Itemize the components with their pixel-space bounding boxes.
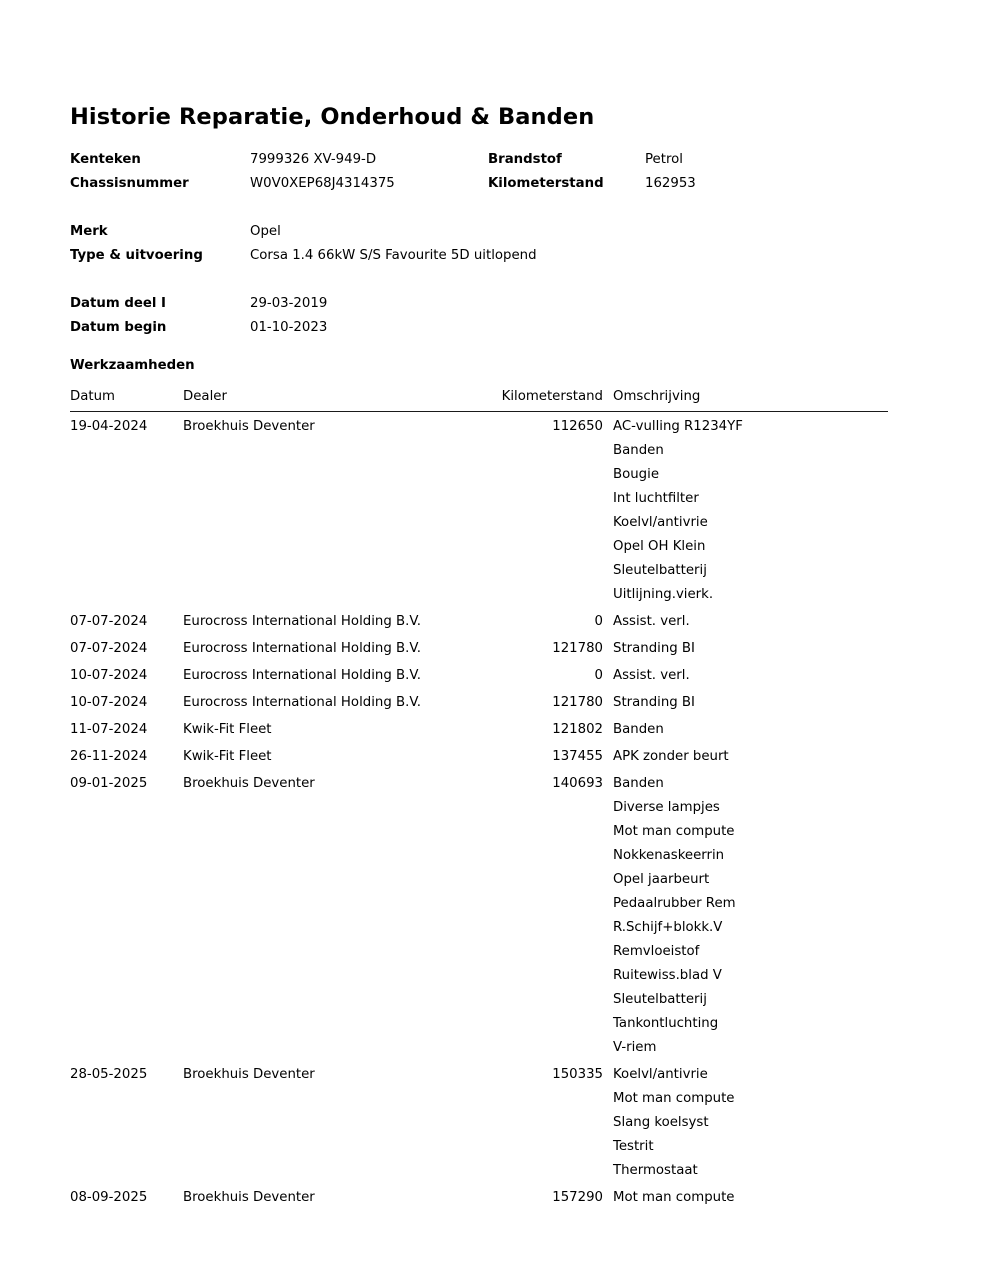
- cell-kilometerstand: 137455: [552, 749, 603, 764]
- omschrijving-line: Int luchtfilter: [613, 491, 699, 506]
- cell-kilometerstand: 121780: [552, 695, 603, 710]
- table-row: [70, 607, 888, 634]
- omschrijving-line: Opel OH Klein: [613, 539, 706, 554]
- page-title: Historie Reparatie, Onderhoud & Banden: [70, 104, 595, 131]
- kilometerstand-value: 162953: [645, 176, 696, 191]
- column-header-datum: Datum: [70, 387, 183, 412]
- meta-row-merk: [70, 220, 920, 244]
- meta-row-datum-deel-1: [70, 292, 920, 316]
- cell-omschrijving: [613, 661, 888, 688]
- datum-deel-1-label: Datum deel I: [70, 296, 167, 311]
- omschrijving-line: Thermostaat: [613, 1163, 698, 1178]
- omschrijving-line: Assist. verl.: [613, 614, 690, 629]
- meta-row-type: [70, 244, 920, 268]
- meta-row-datum-begin: [70, 316, 920, 340]
- omschrijving-line: V-riem: [613, 1040, 657, 1055]
- datum-deel-1-value: 29-03-2019: [250, 296, 328, 311]
- cell-datum: 10-07-2024: [70, 668, 148, 683]
- omschrijving-line: Slang koelsyst: [613, 1115, 709, 1130]
- brandstof-label: Brandstof: [488, 152, 562, 167]
- cell-datum: 09-01-2025: [70, 776, 148, 791]
- omschrijving-line: Stranding BI: [613, 641, 695, 656]
- omschrijving-line: Pedaalrubber Rem: [613, 896, 736, 911]
- type-value: Corsa 1.4 66kW S/S Favourite 5D uitlopend: [250, 248, 537, 263]
- omschrijving-line: Banden: [613, 443, 664, 458]
- cell-datum: 26-11-2024: [70, 749, 148, 764]
- cell-omschrijving: [613, 1183, 888, 1210]
- cell-kilometerstand: 121780: [552, 641, 603, 656]
- cell-dealer: Eurocross International Holding B.V.: [183, 668, 421, 683]
- cell-kilometerstand: 112650: [552, 419, 603, 434]
- table-header: [70, 387, 888, 412]
- table-row: [70, 1183, 888, 1210]
- merk-value: Opel: [250, 224, 281, 239]
- omschrijving-line: APK zonder beurt: [613, 749, 729, 764]
- datum-begin-value: 01-10-2023: [250, 320, 328, 335]
- cell-dealer: Broekhuis Deventer: [183, 419, 315, 434]
- cell-omschrijving: [613, 1060, 888, 1183]
- cell-kilometerstand: 150335: [552, 1067, 603, 1082]
- omschrijving-line: Koelvl/antivrie: [613, 1067, 708, 1082]
- cell-kilometerstand: 121802: [552, 722, 603, 737]
- cell-dealer: Eurocross International Holding B.V.: [183, 641, 421, 656]
- table-row: [70, 661, 888, 688]
- omschrijving-line: Ruitewiss.blad V: [613, 968, 722, 983]
- chassisnummer-label: Chassisnummer: [70, 176, 189, 191]
- cell-omschrijving: [613, 634, 888, 661]
- omschrijving-line: Stranding BI: [613, 695, 695, 710]
- cell-omschrijving: [613, 412, 888, 608]
- column-header-omschrijving: Omschrijving: [613, 387, 888, 412]
- cell-kilometerstand: 0: [594, 614, 603, 629]
- vehicle-model-block: [70, 220, 920, 268]
- cell-dealer: Eurocross International Holding B.V.: [183, 614, 421, 629]
- column-header-kilometerstand: Kilometerstand: [477, 387, 613, 412]
- cell-kilometerstand: 140693: [552, 776, 603, 791]
- merk-label: Merk: [70, 224, 108, 239]
- kenteken-value: 7999326 XV-949-D: [250, 152, 377, 167]
- table-body: [70, 412, 888, 1211]
- table-row: [70, 769, 888, 1060]
- table-header-row: [70, 387, 888, 412]
- vehicle-dates-block: [70, 292, 920, 340]
- vehicle-identity-block: [70, 148, 920, 196]
- cell-datum: 28-05-2025: [70, 1067, 148, 1082]
- cell-kilometerstand: 157290: [552, 1190, 603, 1205]
- omschrijving-line: R.Schijf+blokk.V: [613, 920, 723, 935]
- cell-dealer: Kwik-Fit Fleet: [183, 749, 272, 764]
- kenteken-label: Kenteken: [70, 152, 141, 167]
- datum-begin-label: Datum begin: [70, 320, 167, 335]
- omschrijving-line: Opel jaarbeurt: [613, 872, 710, 887]
- omschrijving-line: Bougie: [613, 467, 660, 482]
- omschrijving-line: Mot man compute: [613, 1190, 735, 1205]
- cell-omschrijving: [613, 769, 888, 1060]
- brandstof-value: Petrol: [645, 152, 683, 167]
- cell-datum: 07-07-2024: [70, 614, 148, 629]
- omschrijving-line: Banden: [613, 776, 664, 791]
- omschrijving-line: Koelvl/antivrie: [613, 515, 708, 530]
- cell-datum: 10-07-2024: [70, 695, 148, 710]
- table-row: [70, 742, 888, 769]
- table-row: [70, 715, 888, 742]
- cell-dealer: Broekhuis Deventer: [183, 776, 315, 791]
- cell-omschrijving: [613, 607, 888, 634]
- meta-row-kenteken: [70, 148, 920, 172]
- chassisnummer-value: W0V0XEP68J4314375: [250, 176, 395, 191]
- omschrijving-line: Remvloeistof: [613, 944, 700, 959]
- omschrijving-line: Nokkenaskeerrin: [613, 848, 725, 863]
- omschrijving-line: Tankontluchting: [613, 1016, 719, 1031]
- cell-omschrijving: [613, 715, 888, 742]
- omschrijving-line: Diverse lampjes: [613, 800, 720, 815]
- table-row: [70, 688, 888, 715]
- omschrijving-line: AC-vulling R1234YF: [613, 419, 743, 434]
- cell-datum: 19-04-2024: [70, 419, 148, 434]
- table-row: [70, 634, 888, 661]
- omschrijving-line: Sleutelbatterij: [613, 992, 707, 1007]
- cell-dealer: Broekhuis Deventer: [183, 1067, 315, 1082]
- cell-datum: 11-07-2024: [70, 722, 148, 737]
- kilometerstand-label: Kilometerstand: [488, 176, 604, 191]
- werkzaamheden-heading: Werkzaamheden: [70, 358, 195, 373]
- omschrijving-line: Sleutelbatterij: [613, 563, 707, 578]
- cell-omschrijving: [613, 688, 888, 715]
- table-row: [70, 412, 888, 608]
- table-row: [70, 1060, 888, 1183]
- omschrijving-line: Assist. verl.: [613, 668, 690, 683]
- meta-row-chassisnummer: [70, 172, 920, 196]
- cell-datum: 07-07-2024: [70, 641, 148, 656]
- omschrijving-line: Uitlijning.vierk.: [613, 587, 714, 602]
- cell-kilometerstand: 0: [594, 668, 603, 683]
- cell-dealer: Eurocross International Holding B.V.: [183, 695, 421, 710]
- omschrijving-line: Mot man compute: [613, 824, 735, 839]
- type-label: Type & uitvoering: [70, 248, 203, 263]
- omschrijving-line: Testrit: [613, 1139, 654, 1154]
- cell-dealer: Kwik-Fit Fleet: [183, 722, 272, 737]
- cell-datum: 08-09-2025: [70, 1190, 148, 1205]
- cell-dealer: Broekhuis Deventer: [183, 1190, 315, 1205]
- omschrijving-line: Mot man compute: [613, 1091, 735, 1106]
- column-header-dealer: Dealer: [183, 387, 477, 412]
- werkzaamheden-table: [70, 387, 888, 1210]
- cell-omschrijving: [613, 742, 888, 769]
- omschrijving-line: Banden: [613, 722, 664, 737]
